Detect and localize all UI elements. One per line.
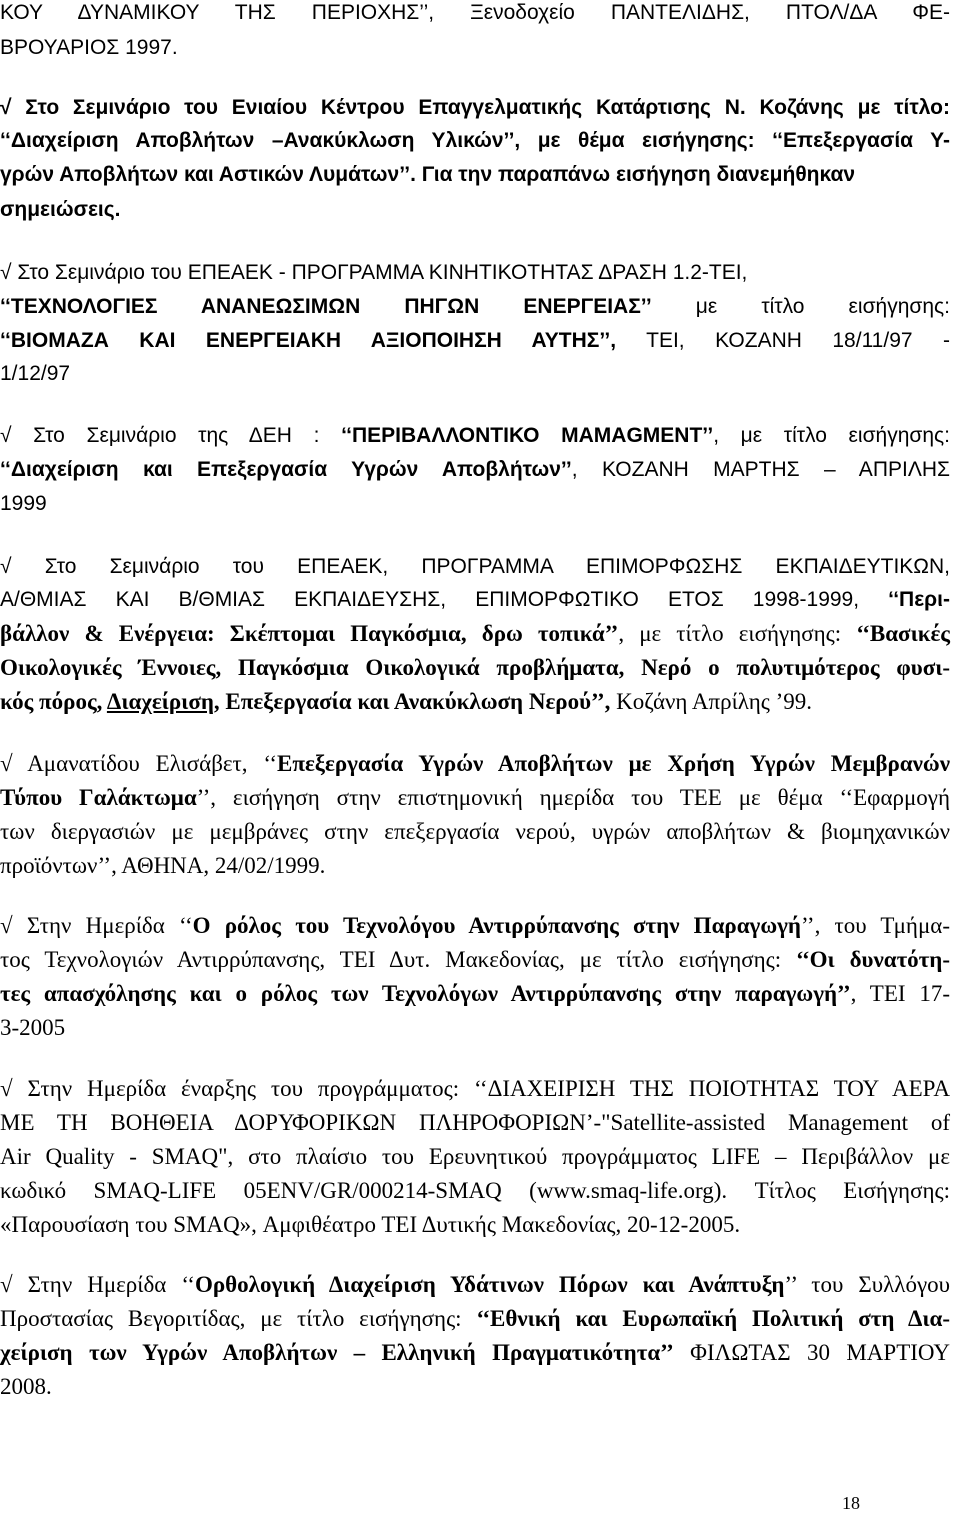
text-line xyxy=(0,164,950,185)
text-line xyxy=(0,820,950,843)
bold-text-run: σημειώσεις. xyxy=(0,198,121,221)
text-run: √ Στο Σεμινάριο της ΔΕΗ : xyxy=(0,424,342,447)
bold-text-run: , Επεξεργασία και Ανακύκλωση Νερού’’, xyxy=(213,689,611,714)
bold-text-run: Οικολογικές Έννοιες, Παγκόσμια Οικολογικά προβλήματα, Νερό ο πολυτιμότερος φυσι- xyxy=(0,655,950,680)
text-line xyxy=(0,493,950,514)
bold-text-run: γρών Αποβλήτων και Αστικών Λυμάτων’’. Για την παραπάνω εισήγηση διανεμήθηκαν xyxy=(0,163,856,186)
bold-text-run: Τύπου Γαλάκτωμα xyxy=(0,785,197,810)
text-line xyxy=(0,948,950,971)
text-run: , με τίτλο εισήγησης: xyxy=(618,621,857,646)
text-run: ΒΡΟΥΑΡΙΟΣ 1997. xyxy=(0,36,178,59)
text-line xyxy=(0,690,950,713)
bold-text-run: ‘‘Διαχείριση και Επεξεργασία Υγρών Αποβλήτων’’ xyxy=(0,458,572,481)
text-run: ΤΕΙ, ΚΟΖΑΝΗ 18/11/97 - xyxy=(616,329,950,352)
text-line xyxy=(0,459,950,480)
bold-text-run: ‘‘Περι- xyxy=(888,588,950,611)
text-line xyxy=(0,1111,950,1134)
text-line xyxy=(0,363,950,384)
bold-text-run: Επεξεργασία Υγρών Αποβλήτων με Χρήση Υγρών Μεμβρανών xyxy=(277,751,950,776)
text-line xyxy=(0,914,950,937)
bold-text-run: κός πόρος, xyxy=(0,689,107,714)
text-run: 2008. xyxy=(0,1374,52,1399)
bold-text-run: ‘‘ΠΕΡΙΒΑΛΛΟΝΤΙΚΟ ΜΑΜAGMENT’’ xyxy=(341,424,714,447)
bold-text-run: Ορθολογική Διαχείριση Υδάτινων Πόρων και Ανάπτυξη xyxy=(194,1272,785,1297)
text-line xyxy=(0,1273,950,1296)
text-run: 1999 xyxy=(0,492,47,515)
text-run: Α/ΘΜΙΑΣ ΚΑΙ Β/ΘΜΙΑΣ ΕΚΠΑΙΔΕΥΣΗΣ, ΕΠΙΜΟΡΦΩΤΙΚΟ ΕΤΟΣ 1998-1999, xyxy=(0,588,889,611)
text-line xyxy=(0,1077,950,1100)
text-run: ’’ του Συλλόγου xyxy=(784,1272,951,1297)
text-line xyxy=(0,1307,950,1330)
bold-text-run: √ Στο Σεμινάριο του Ενιαίου Κέντρου Επαγγελματικής Κατάρτισης Ν. Κοζάνης με τίτλο: xyxy=(0,96,950,119)
bold-text-run: ‘‘Βασικές xyxy=(856,621,950,646)
text-run: √ Στο Σεμινάριο του ΕΠΕΑΕΚ, ΠΡΟΓΡΑΜΜΑ ΕΠΙΜΟΡΦΩΣΗΣ ΕΚΠΑΙΔΕΥΤΙΚΩΝ, xyxy=(0,555,950,578)
text-run: 3-2005 xyxy=(0,1015,66,1040)
text-run: προϊόντων’’, ΑΘΗΝΑ, 24/02/1999. xyxy=(0,853,326,878)
text-run: των διεργασιών με μεμβράνες στην επεξεργασία νερού, υγρών αποβλήτων & βιομηχανικών xyxy=(0,819,950,844)
text-run: , με τίτλο εισήγησης: xyxy=(713,424,950,447)
text-run: ’’, εισήγηση στην επιστημονική ημερίδα του ΤΕΕ με θέμα ‘‘Εφαρμογή xyxy=(196,785,950,810)
text-line xyxy=(0,656,950,679)
text-line xyxy=(0,854,950,877)
text-run: , ΤΕΙ 17- xyxy=(850,981,950,1006)
bold-text-run: ‘‘ΒΙΟΜΑΖΑ ΚΑΙ ΕΝΕΡΓΕΙΑΚΗ ΑΞΙΟΠΟΙΗΣΗ ΑΥΤΗΣ’’, xyxy=(0,329,617,352)
text-run: , ΚΟΖΑΝΗ ΜΑΡΤΗΣ – ΑΠΡΙΛΗΣ xyxy=(571,458,950,481)
text-run: Προστασίας Βεγοριτίδας, με τίτλο εισήγησης: xyxy=(0,1306,477,1331)
text-run: √ Αμανατίδου Ελισάβετ, ‘‘ xyxy=(0,751,278,776)
text-line xyxy=(0,786,950,809)
text-line xyxy=(0,97,950,118)
bold-text-run: ‘‘Εθνική και Ευρωπαϊκή Πολιτική στη Δια- xyxy=(476,1306,951,1331)
text-line xyxy=(0,1016,950,1039)
text-run: ΚΟΥ ΔΥΝΑΜΙΚΟΥ ΤΗΣ ΠΕΡΙΟΧΗΣ’’, Ξενοδοχείο ΠΑΝΤΕΛΙΔΗΣ, ΠΤΟΛ/ΔΑ ΦΕ- xyxy=(0,1,950,24)
text-line xyxy=(0,262,950,283)
text-run: Κοζάνη Απρίλης ’99. xyxy=(610,689,813,714)
page-number: 18 xyxy=(842,1493,860,1513)
text-run: ΦΙΛΩΤΑΣ 30 ΜΑΡΤΙΟΥ xyxy=(673,1340,950,1365)
text-line xyxy=(0,330,950,351)
text-run: ’’, του Τμήμα- xyxy=(800,913,951,938)
bold-text-run: ‘‘Οι δυνατότη- xyxy=(796,947,950,972)
text-run: √ Στην Ημερίδα έναρξης του προγράμματος: ‘‘ΔΙΑΧΕΙΡΙΣΗ ΤΗΣ ΠΟΙΟΤΗΤΑΣ ΤΟΥ ΑΕΡΑ xyxy=(0,1076,950,1101)
text-run: 1/12/97 xyxy=(0,362,71,385)
text-line xyxy=(0,1341,950,1364)
text-run: Air Quality - SMAQ", στο πλαίσιο του Ερευνητικού προγράμματος LIFE – Περιβάλλον με xyxy=(0,1144,950,1169)
text-line xyxy=(0,199,950,220)
bold-text-run: Διαχείριση xyxy=(106,689,214,714)
text-run: √ Στην Ημερίδα ‘‘ xyxy=(0,1272,195,1297)
text-run: «Παρουσίαση του SMAQ», Αμφιθέατρο ΤΕΙ Δυτικής Μακεδονίας, 20-12-2005. xyxy=(0,1212,741,1237)
bold-text-run: ‘‘ΤΕΧΝΟΛΟΓΙΕΣ ΑΝΑΝΕΩΣΙΜΩΝ ΠΗΓΩΝ ΕΝΕΡΓΕΙΑΣ’’ xyxy=(0,295,652,318)
text-line xyxy=(0,296,950,317)
text-line xyxy=(0,1375,950,1398)
text-line xyxy=(0,425,950,446)
text-line xyxy=(0,1145,950,1168)
text-line xyxy=(0,1213,950,1236)
bold-text-run: τες απασχόλησης και ο ρόλος των Τεχνολόγων Αντιρρύπανσης στην παραγωγή’’ xyxy=(0,981,851,1006)
text-run: √ Στην Ημερίδα ‘‘ xyxy=(0,913,193,938)
text-line xyxy=(0,130,950,151)
text-run: με τίτλο εισήγησης: xyxy=(651,295,950,318)
bold-text-run: ‘‘Διαχείριση Αποβλήτων –Ανακύκλωση Υλικών’’, με θέμα εισήγησης: ‘‘Επεξεργασία Υ- xyxy=(0,129,950,152)
bold-text-run: Ο ρόλος του Τεχνολόγου Αντιρρύπανσης στην Παραγωγή xyxy=(192,913,801,938)
text-line xyxy=(0,1179,950,1202)
text-line xyxy=(0,752,950,775)
text-line xyxy=(0,37,950,58)
text-line xyxy=(0,2,950,23)
text-run: ΜΕ ΤΗ ΒΟΗΘΕΙΑ ΔΟΡΥΦΟΡΙΚΩΝ ΠΛΗΡΟΦΟΡΙΩΝ’-"Satellite-assisted Management of xyxy=(0,1110,950,1135)
text-line xyxy=(0,556,950,577)
text-run: √ Στο Σεμινάριο του ΕΠΕΑΕΚ - ΠΡΟΓΡΑΜΜΑ ΚΙΝΗΤΙΚΟΤΗΤΑΣ ΔΡΑΣΗ 1.2-ΤΕΙ, xyxy=(0,261,748,284)
text-line xyxy=(0,982,950,1005)
bold-text-run: βάλλον & Ενέργεια: Σκέπτομαι Παγκόσμια, δρω τοπικά’’ xyxy=(0,621,619,646)
text-line xyxy=(0,622,950,645)
text-run: κωδικό SMAQ-LIFE 05ENV/GR/000214-SMAQ (www.smaq-life.org). Τίτλος Εισήγησης: xyxy=(0,1178,950,1203)
text-line xyxy=(0,589,950,610)
text-run: τος Τεχνολογιών Αντιρρύπανσης, ΤΕΙ Δυτ. Μακεδονίας, με τίτλο εισήγησης: xyxy=(0,947,797,972)
bold-text-run: χείριση των Υγρών Αποβλήτων – Ελληνική Πραγματικότητα’’ xyxy=(0,1340,674,1365)
